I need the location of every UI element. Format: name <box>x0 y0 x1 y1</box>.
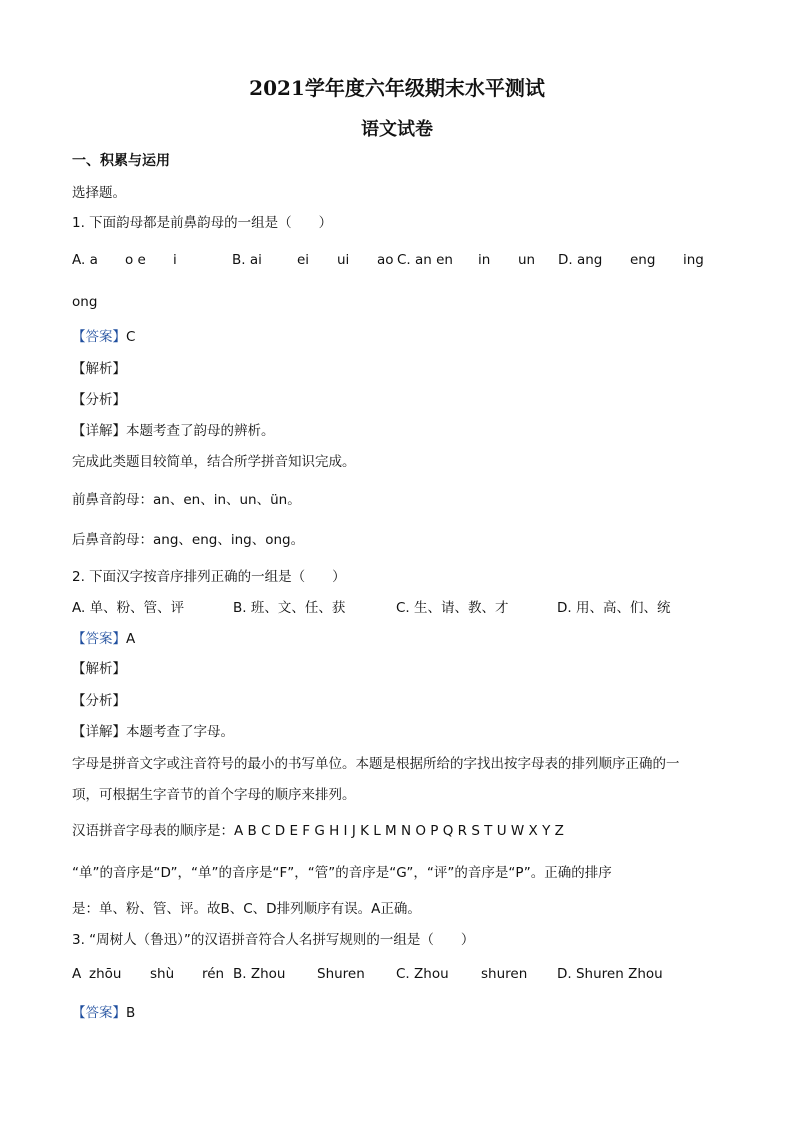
detail-text: 本题考查了字母。 <box>126 724 234 740</box>
answer-tag: 【答案】 <box>72 329 126 345</box>
q1-option-b-3: ui <box>337 252 350 268</box>
section-intro: 选择题。 <box>72 185 126 201</box>
answer-value: A <box>126 631 136 647</box>
q1-option-a: A. a <box>72 252 98 268</box>
q2-line3: 汉语拼音字母表的顺序是：A B C D E F G H I J K L M N O P Q R S T U W X Y Z <box>72 823 564 839</box>
q2-option-a: A. 单、粉、管、评 <box>72 600 185 616</box>
q1-line2: 前鼻音韵母：an、en、in、un、ün。 <box>72 492 301 508</box>
q1-option-b-4: ao <box>377 252 394 268</box>
q3-option-a-4: rén <box>202 966 225 982</box>
answer-value: B <box>126 1005 136 1021</box>
q1-line3: 后鼻音韵母：ang、eng、ing、ong。 <box>72 532 305 548</box>
q1-option-c: C. an en <box>397 252 453 268</box>
q2-line1: 字母是拼音文字或注音符号的最小的书写单位。本题是根据所给的字找出按字母表的排列顺序正确的一 <box>72 756 680 772</box>
q1-option-d-4: ong <box>72 294 98 310</box>
q3-option-b-2: Shuren <box>317 966 365 982</box>
q1-option-b-2: ei <box>297 252 310 268</box>
q3-option-c: C. Zhou <box>396 966 449 982</box>
q1-option-c-2: in <box>478 252 491 268</box>
q2-line5: 是：单、粉、管、评。故B、C、D排列顺序有误。A正确。 <box>72 901 421 917</box>
page-title: 2021学年度六年级期末水平测试 <box>249 76 545 100</box>
q2-analysis-tag: 【解析】 <box>72 661 126 677</box>
q3-option-a: A <box>72 966 82 982</box>
answer-tag: 【答案】 <box>72 1005 126 1021</box>
q3-option-a-2: zhōu <box>89 966 122 982</box>
q1-option-d: D. ang <box>558 252 603 268</box>
q3-stem: 3. “周树人（鲁迅）”的汉语拼音符合人名拼写规则的一组是（ ） <box>72 932 475 948</box>
q3-option-c-2: shuren <box>481 966 528 982</box>
q2-detail <box>72 723 234 741</box>
q1-option-a-2: o e <box>125 252 146 268</box>
q1-detail <box>72 422 275 440</box>
page-subtitle: 语文试卷 <box>361 119 433 140</box>
q3-option-a-3: shù <box>150 966 175 982</box>
detail-text: 本题考查了韵母的辨析。 <box>126 423 275 439</box>
q1-fenxi-tag: 【分析】 <box>72 392 126 408</box>
q2-line4: “单”的音序是“D”，“单”的音序是“F”，“管”的音序是“G”，“评”的音序是“P”。正确的排序 <box>72 865 612 881</box>
detail-tag: 【详解】 <box>72 423 126 439</box>
section-heading: 一、积累与运用 <box>72 153 170 169</box>
answer-tag: 【答案】 <box>72 631 126 647</box>
q2-fenxi-tag: 【分析】 <box>72 693 126 709</box>
q1-option-b: B. ai <box>232 252 262 268</box>
q2-option-b: B. 班、文、任、获 <box>233 600 346 616</box>
q3-answer <box>72 1004 135 1022</box>
detail-tag: 【详解】 <box>72 724 126 740</box>
q1-analysis-tag: 【解析】 <box>72 361 126 377</box>
q3-option-b: B. Zhou <box>233 966 286 982</box>
q3-option-d: D. Shuren Zhou <box>557 966 663 982</box>
q1-option-c-3: un <box>518 252 536 268</box>
q1-line1: 完成此类题目较简单，结合所学拼音知识完成。 <box>72 454 356 470</box>
q1-answer <box>72 328 135 346</box>
q2-line2: 项，可根据生字音节的首个字母的顺序来排列。 <box>72 787 356 803</box>
q1-option-d-2: eng <box>630 252 656 268</box>
q1-option-d-3: ing <box>683 252 704 268</box>
answer-value: C <box>126 329 136 345</box>
q2-option-d: D. 用、高、们、统 <box>557 600 671 616</box>
q2-answer <box>72 630 135 648</box>
q1-option-a-3: i <box>173 252 177 268</box>
q2-option-c: C. 生、请、教、才 <box>396 600 509 616</box>
q2-stem: 2. 下面汉字按音序排列正确的一组是（ ） <box>72 569 346 585</box>
q1-stem: 1. 下面韵母都是前鼻韵母的一组是（ ） <box>72 215 333 231</box>
